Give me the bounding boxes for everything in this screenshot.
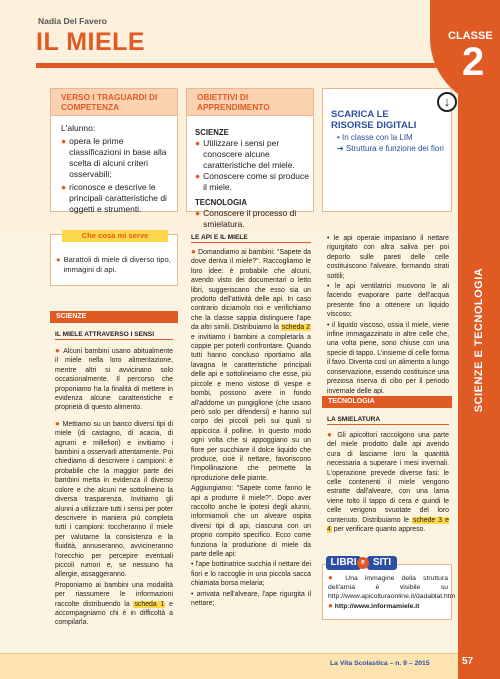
traguardi-intro: L'alunno: xyxy=(61,123,96,133)
list-item[interactable]: ● Una immagine della struttura dell'arnia è visibile su http://www.apicolturaonline.it/dadablat.htm xyxy=(328,573,456,600)
scheda-2-ref[interactable]: scheda 2 xyxy=(281,324,311,332)
schede-3-4-ref[interactable]: schede 3 e 4 xyxy=(327,516,449,534)
scienze-column xyxy=(55,346,173,629)
risorse-heading: SCARICA LE RISORSE DIGITALI xyxy=(331,109,417,131)
page-title: IL MIELE xyxy=(36,28,146,56)
list-item: • arrivata nell'alveare, l'ape rigurgita il nettare; xyxy=(191,590,311,608)
download-icon[interactable]: ↓ xyxy=(437,92,457,112)
list-item: ● Utilizzare i sensi per conoscere alcune caratteristiche del miele. xyxy=(195,138,295,170)
list-item: ● Conoscere come si produce il miele. xyxy=(195,171,309,192)
paragraph: ● Domandiamo ai bambini: "Sapete da dove deriva il miele?". Raccogliamo le loro idee: è probabile che alcuni, avendo visto dei documentari o letto libri, suggeriscano che esso sia un prodotto dell'attività delle api. In caso contrario diciamolo noi e verifichiamo che la classe sappia distinguere l'ape da altri simili. Distribuiamo la scheda 2 e invitiamo i bambini a completarla a coppie per poterli confrontare. Quando tutti hanno concluso riportiamo alla lavagna le caratteristiche principali delle api e sottolineiamo che esse, più piccole e meno vistose di vespe e bombi, possono avere in fondo all'addome un pungiglione (che usano però solo per difendersi) e hanno sul corpo dei piccoli peli sui quali si appiccica il polline. In questo modo ogni volta che si appoggiano su un fiore per succhiare il dolce liquido che produce, cioè il nettare, favoriscono l'impollinazione che permette la riproduzione delle piante. xyxy=(191,247,311,482)
list-item: ● riconosce e descrive le principali caratteristiche di oggetti e strumenti. xyxy=(61,182,167,214)
tecnologia-column xyxy=(327,430,449,535)
list-item: • le api operaie impastano il nettare rigurgitato con altra saliva per poi deporlo sulle pareti delle celle costituiscono l'alveare, formando strati sottili; xyxy=(327,235,449,280)
list-item[interactable]: ● http://www.informamiele.it xyxy=(328,601,420,611)
title-rule xyxy=(36,63,458,68)
obiettivi-heading: OBIETTIVI DI APPRENDIMENTO xyxy=(187,89,313,116)
paragraph: ● Gli apicoltori raccolgono una parte del miele prodotto dalle api avendo cura di lasciarne loro la quantità necessaria a superare i mesi invernali. L'operazione prevede diverse fasi: le celle contenenti il miele vengono estratte dall'alveare, con una lama viene tolto il tappo di cera e quindi le celle vengono svuotate del loro contenuto. Distribuiamo le schede 3 e 4 per verificare quanto appreso. xyxy=(327,430,449,534)
scheda-1-ref[interactable]: scheda 1 xyxy=(134,600,165,608)
siti-label: SITI xyxy=(367,556,397,570)
scienze-bar: SCIENZE xyxy=(50,311,178,323)
libri-siti-list xyxy=(328,573,456,613)
traguardi-box xyxy=(50,88,178,212)
list-item: ● opera le prime classificazioni in base alla scelta di alcuni criteri osservabili; xyxy=(61,136,167,179)
list-item: • le api ventilatrici muovono le ali facendo evaporare parte dell'acqua presente fino a ottenere un liquido viscoso; xyxy=(327,283,449,319)
libri-e-label: e xyxy=(357,557,369,569)
paragraph: ● Alcuni bambini usano abitualmente il miele nella loro alimentazione, mentre altri si avvicinano solo occasionalmente. Il percorso che proponiamo ha la finalità di mettere in evidenza alcune caratteristiche e proprietà di questo alimento. xyxy=(55,346,173,412)
risorse-lim[interactable]: • In classe con la LIM xyxy=(337,133,413,142)
obiettivi-box xyxy=(186,88,314,229)
obiettivi-body xyxy=(195,127,311,230)
cosa-serve-title: Che cosa mi serve xyxy=(62,230,168,242)
risorse-box[interactable] xyxy=(322,88,452,212)
subject-vertical-label xyxy=(462,190,496,490)
tecnologia-subtitle: LA SMIELATURA xyxy=(327,416,449,425)
paragraph: ● Mettiamo su un banco diversi tipi di miele (di castagno, di acacia, di agrumi e millefiori) e invitiamo i bambini a osservarli attentamente. Poi chiediamo di descrivere i campioni: è probabile che la maggior parte dei bambini metta in evidenza il diverso colore e che alcuni ne sottolineino la diversa trasparenza. Invitiamo gli alunni a utilizzare tutti i sensi per poter descrivere in maniera più completa tutti i campioni: toccheranno il miele per valutarne la consistenza e la fluidità, annuseranno, avvicineranno l'orecchio per percepire eventuali piccoli rumori e, se nessuno ha allergie, assaggeranno. xyxy=(55,418,174,579)
traguardi-body xyxy=(61,123,175,215)
col3-column xyxy=(327,234,449,397)
libri-label: LIBRI xyxy=(326,556,361,570)
api-column xyxy=(191,247,311,609)
class-label: CLASSE xyxy=(448,30,493,42)
list-item: • il liquido viscoso, ossia il miele, viene infine immagazzinato in altre celle che, una volta piene, sono chiuse con una specie di tappo. L'insieme di celle forma il favo. Diventa così un alimento a lungo conservazione, essendo costituisce una preziosa riserva di cibo per il periodo invernale delle api. xyxy=(327,321,449,395)
magazine-footer: La Vita Scolastica – n. 9 – 2015 xyxy=(330,660,430,667)
page-number: 57 xyxy=(462,656,474,667)
list-item: ● Conoscere il processo di smielatura. xyxy=(195,208,297,229)
cosa-serve-text: ● Barattoli di miele di diverso tipo, immagini di api. xyxy=(56,255,171,274)
class-number: 2 xyxy=(462,40,485,84)
paragraph: Aggiungiamo: "Sapete come fanno le api a produrre il miele?". Dopo aver raccolto anche le ipotesi degli alunni, informiamoli che un alveare ospita diversi tipi di api, ciascuna con un proprio compito specifico. Ecco come funziona la produzione di miele da parte delle api: xyxy=(191,485,311,558)
section-label: TECNOLOGIA xyxy=(195,198,247,207)
author: Nadia Del Favero xyxy=(38,16,107,26)
list-item: • l'ape bottinatrice succhia il nettare dei fiori e lo raccoglie in una piccola sacca chiamata borsa melaria; xyxy=(191,561,312,588)
risorse-fiori-link[interactable]: ➔ Struttura e funzione dei fiori xyxy=(337,144,444,153)
paragraph: Proponiamo ai bambini una modalità per riassumere le informazioni raccolte distribuendo la scheda 1 e accompagniamo chi è in difficoltà a compilarla. xyxy=(55,581,174,627)
section-label: SCIENZE xyxy=(195,128,229,137)
tecnologia-bar: TECNOLOGIA xyxy=(322,396,452,408)
api-subtitle: LE API E IL MIELE xyxy=(191,234,311,243)
traguardi-heading: VERSO I TRAGUARDI DI COMPETENZA xyxy=(51,89,177,116)
scienze-subtitle: IL MIELE ATTRAVERSO I SENSI xyxy=(55,331,173,340)
subject-label: SCIENZE E TECNOLOGIA xyxy=(473,267,485,413)
